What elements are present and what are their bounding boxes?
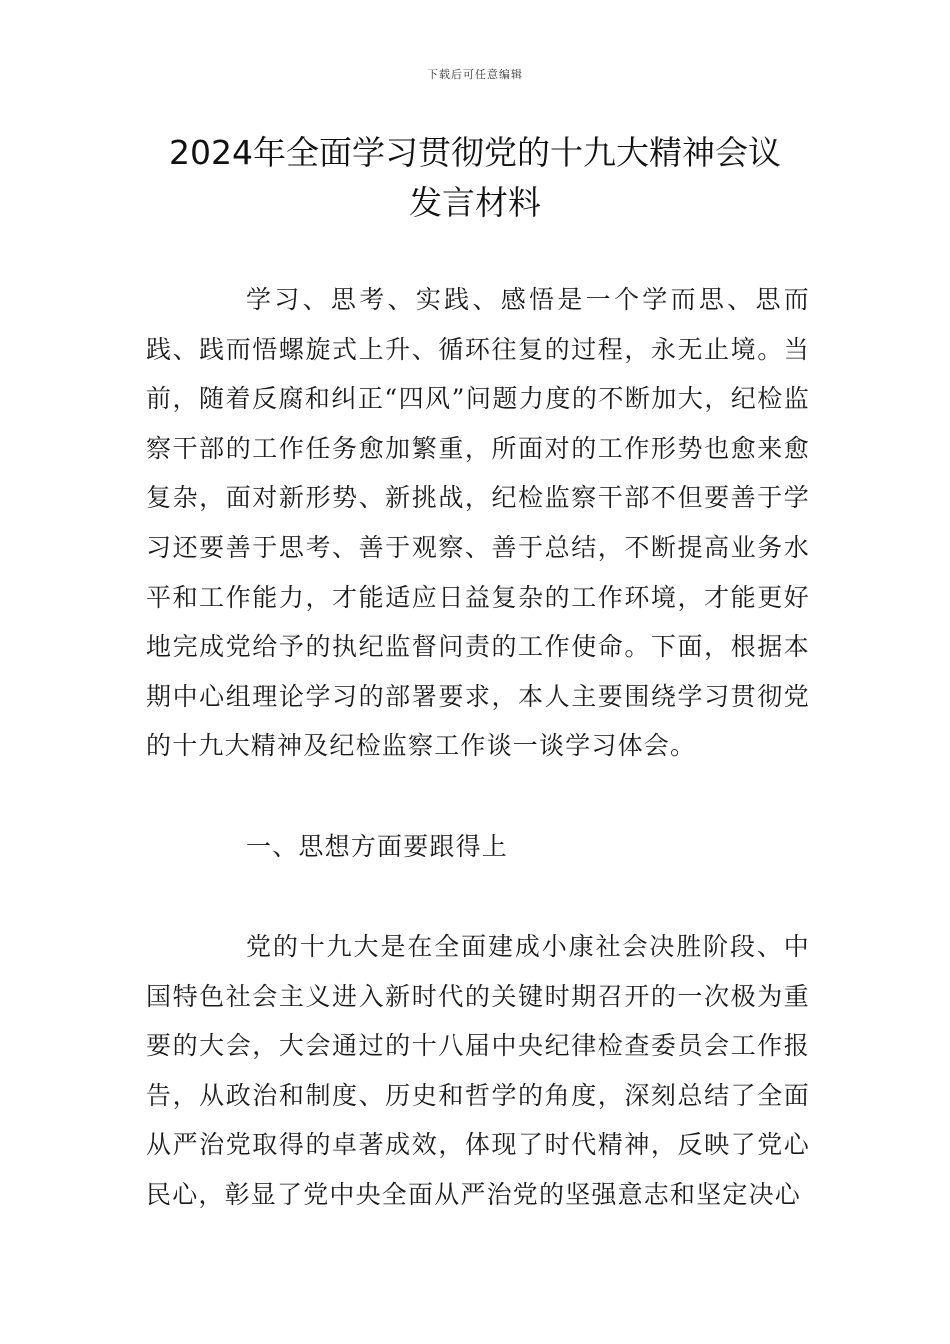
- section-heading: 一、思想方面要跟得上: [246, 832, 509, 861]
- document-title: [0, 128, 950, 228]
- intro-paragraph: 学习、思考、实践、感悟是一个学而思、思而践、践而悟螺旋式上升、循环往复的过程，永无止境。当前，随着反腐和纠正“四风”问题力度的不断加大，纪检监察干部的工作任务愈加繁重，所面对的工作形势也愈来愈复杂，面对新形势、新挑战，纪检监察干部不但要善于学习还要善于思考、善于观察、善于总结，不断提高业务水平和工作能力，才能适应日益复杂的工作环境，才能更好地完成党给予的执纪监督问责的工作使命。下面，根据本期中心组理论学习的部署要求，本人主要围绕学习贯彻党的十九大精神及纪检监察工作谈一谈学习体会。: [146, 285, 810, 761]
- section-heading-block: [146, 822, 810, 872]
- intro-paragraph-block: [146, 275, 810, 771]
- section-body-block: [146, 922, 810, 1220]
- section-body-paragraph: 党的十九大是在全面建成小康社会决胜阶段、中国特色社会主义进入新时代的关键时期召开的一次极为重要的大会，大会通过的十八届中央纪律检查委员会工作报告，从政治和制度、历史和哲学的角度，深刻总结了全面从严治党取得的卓著成效，体现了时代精神，反映了党心民心，彰显了党中央全面从严治党的坚强意志和坚定决心: [146, 932, 810, 1209]
- title-line-1: 2024年全面学习贯彻党的十九大精神会议: [169, 133, 781, 172]
- title-line-2: 发言材料: [409, 183, 541, 222]
- header-note: 下载后可任意编辑: [427, 68, 523, 81]
